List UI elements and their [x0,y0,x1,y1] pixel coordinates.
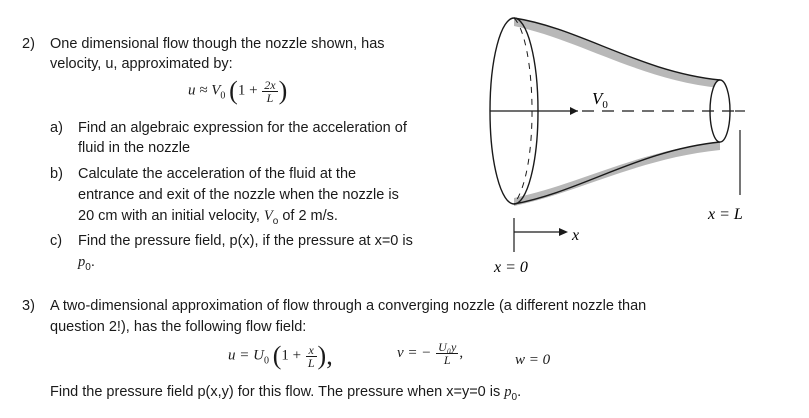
q2-eq-close-paren: ) [278,76,288,105]
q2a-line1: Find an algebraic expression for the acceleration of [78,120,407,136]
q2-eq-open-paren: ( [229,76,238,105]
q2c-marker: c) [50,233,63,249]
q3-intro-line2: question 2!), has the following flow field: [50,319,307,335]
q3-u-sub: 0 [263,355,269,367]
q3-v-fraction [436,341,458,366]
nozzle-upper-wall [514,18,720,88]
q3-v-num: U₀y [438,340,457,354]
x-axis-arrowhead [559,228,568,236]
q2b-marker: b) [50,166,63,182]
q3-u-fraction [306,344,317,369]
q3-v-tail: , [459,344,464,361]
q2c-line2 [78,253,95,277]
q2-intro-line2: velocity, u, approximated by: [50,56,233,72]
q3-final-post: . [517,384,522,400]
q3-number: 3) [22,298,35,314]
q2c-line1: Find the pressure field, p(x), if the pressure at x=0 is [78,233,413,249]
flow-arrowhead [570,107,578,115]
q2b-line2: entrance and exit of the nozzle when the nozzle is [78,187,399,203]
q2a-line2: fluid in the nozzle [78,140,191,156]
xL-label: x = L [708,206,743,223]
q3-u-den: L [307,355,315,370]
q3-u-close-paren: ), [317,341,333,370]
q2b-line3-sub: o [272,215,279,227]
q3-v-equation [397,341,463,366]
x0-label: x = 0 [494,259,528,276]
q2b-line3-post: of 2 m/s. [278,208,338,224]
q2-eq-den: L [266,90,274,105]
q2-intro-line1: One dimensional flow though the nozzle shown, has [50,36,385,52]
q2b-line3-pre: 20 cm with an initial velocity, [78,208,264,224]
q2c-line2-sub: 0 [85,261,91,273]
nozzle-figure [470,0,780,280]
q2-number: 2) [22,36,35,52]
q3-v-den: L [443,353,451,367]
q2-eq-fraction [262,79,277,104]
q2c-line2-var: p [78,254,86,270]
q3-final-var: p [504,384,512,400]
q2-eq-num: 2x [264,77,276,92]
q3-intro-line1: A two-dimensional approximation of flow through a converging nozzle (a different nozzle than [50,298,647,314]
q3-v-lhs: v = − [397,344,432,361]
q2b-line1: Calculate the acceleration of the fluid at the [78,166,357,182]
v0-label: $V_0$ [592,89,608,111]
q3-w-equation: w = 0 [515,352,551,368]
q2b-line3 [78,207,338,231]
q3-u-lhs: u = U [228,347,264,364]
q2a-marker: a) [50,120,63,136]
q3-u-one-plus: 1 + [281,347,302,364]
q3-u-num: x [306,344,317,357]
x-axis-label: x [572,227,580,244]
q2-velocity-equation [188,76,287,106]
q3-u-open-paren: ( [272,341,282,370]
q2b-line3-var: V [263,208,273,224]
q2-eq-one-plus: 1 + [237,82,258,99]
q3-final-line [50,383,521,407]
q2-eq-lhs: u ≈ V [188,82,221,99]
q3-u-equation [228,341,333,371]
q3-final-sub: 0 [511,391,518,403]
q2-eq-sub: 0 [220,90,226,102]
q3-final-pre: Find the pressure field p(x,y) for this flow. The pressure when x=y=0 is [50,384,505,400]
q2c-line2-post: . [90,254,95,270]
